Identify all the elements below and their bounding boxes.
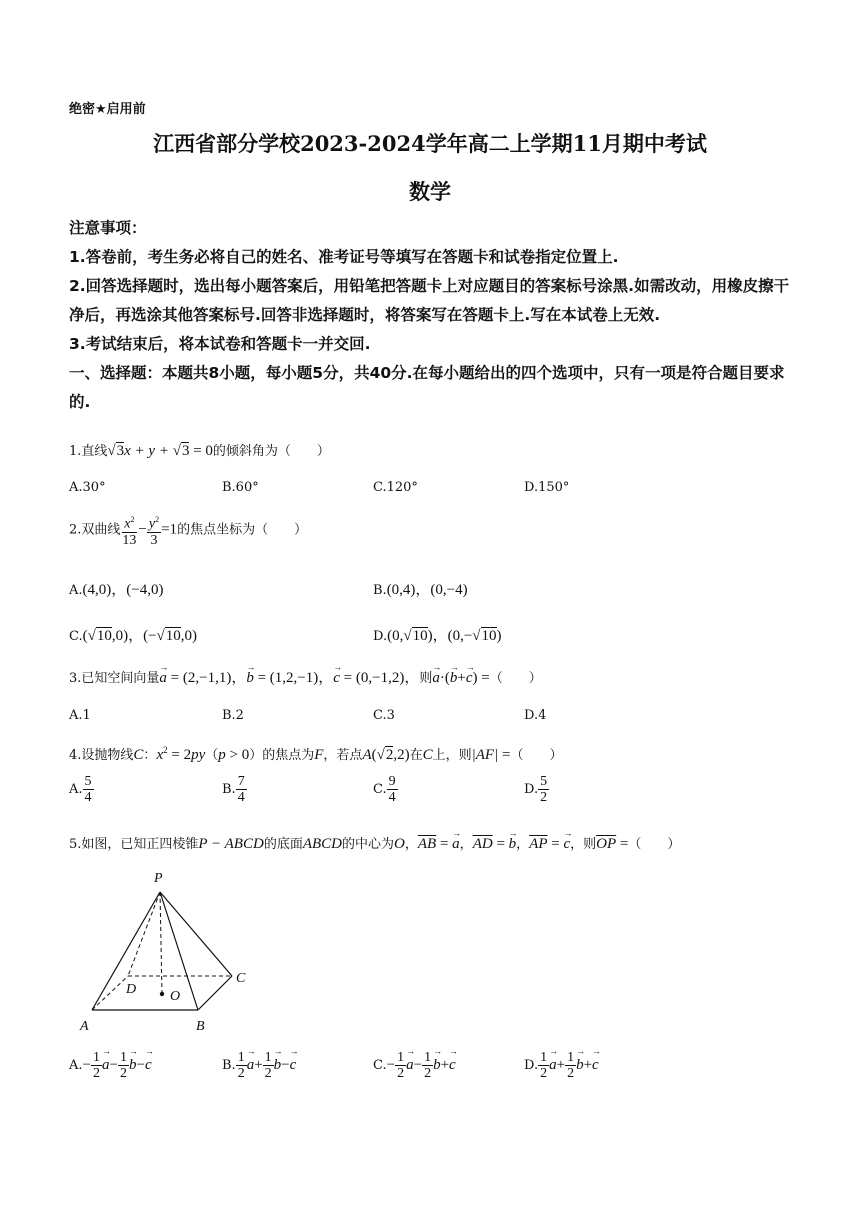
q1-option-d: D.150° bbox=[524, 480, 570, 495]
confidential-mark: 绝密★启用前 bbox=[69, 102, 146, 117]
q1-option-b: B.60° bbox=[222, 480, 259, 495]
label-d: D bbox=[126, 982, 137, 997]
question-4: 4.设抛物线C：$x^2 = 2py(p > 0)$的焦点为F，若点A(√2,2)在C上，则|AF| =（ ） bbox=[69, 745, 563, 763]
q1-equation: √3x + y + √3 = 0 bbox=[107, 443, 213, 459]
q2-option-d: D.(0,√10)，(0,−√10) bbox=[373, 628, 502, 644]
question-3: 3.已知空间向量→ a = (2,−1,1)，→ b = (1,2,−1)，→ c = (0,−1,2)，则→ a·(→ b+→ c) =（ ） bbox=[69, 668, 542, 689]
pyramid-figure bbox=[70, 862, 260, 1040]
edge-ad bbox=[92, 976, 128, 1010]
q4-option-d: D. $\frac{5}{2}$ bbox=[524, 774, 548, 805]
question-2: 2.双曲线 $\frac{x^2}{13}$ − $\frac{y^2}{3}$ =1的焦点坐标为（ ） bbox=[69, 512, 307, 548]
section-1-heading: 一、选择题：本题共8小题，每小题5分，共40分.在每小题给出的四个选项中，只有一项是符合题目要求的. bbox=[69, 364, 785, 411]
q2-option-a: A.(4,0)，(−4,0) bbox=[69, 582, 164, 598]
q4-option-a: A. $\frac{5}{4}$ bbox=[69, 774, 92, 805]
center-point bbox=[160, 992, 164, 996]
q4-option-b: B. $\frac{7}{4}$ bbox=[222, 774, 245, 805]
edge-pc bbox=[160, 892, 232, 976]
q5-option-b: B. $\frac{1}{2}$ → a+ $\frac{1}{2}$ → b−→ c bbox=[222, 1050, 296, 1081]
q5-option-a: A.− $\frac{1}{2}$ → a− $\frac{1}{2}$ → b−→ c bbox=[69, 1050, 152, 1081]
notes-item-3: 3.考试结束后，将本试卷和答题卡一并交回. bbox=[69, 335, 371, 353]
notes-heading: 注意事项： bbox=[69, 219, 147, 237]
q2-option-b: B.(0,4)，(0,−4) bbox=[373, 582, 468, 598]
q2-option-c: C.(√10,0)，(−√10,0) bbox=[69, 628, 198, 644]
subject-title: 数学 bbox=[409, 179, 451, 204]
label-b: B bbox=[196, 1019, 205, 1034]
question-5: 5.如图，已知正四棱锥P − ABCD的底面ABCD的中心为O，$\overline{AB}$ = → a，$\overline{AD}$ = → b，$\overline{AP}$ = → c，则$\overline{OP}$ =（ ） bbox=[69, 834, 799, 855]
q3-option-c: C.3 bbox=[373, 708, 395, 723]
label-c: C bbox=[236, 971, 246, 986]
instructions bbox=[69, 214, 794, 417]
q1-option-a: A.30° bbox=[69, 480, 106, 495]
q5-option-d: D. $\frac{1}{2}$ → a+ $\frac{1}{2}$ → b+→ c bbox=[524, 1050, 599, 1081]
q3-option-a: A.1 bbox=[69, 708, 91, 723]
label-p: P bbox=[154, 871, 163, 886]
q5-option-c: C.− $\frac{1}{2}$ → a− $\frac{1}{2}$ → b+→ c bbox=[373, 1050, 456, 1081]
edge-pd bbox=[128, 892, 160, 976]
notes-item-2: 2.回答选择题时，选出每小题答案后，用铅笔把答题卡上对应题目的答案标号涂黑.如需改动，用橡皮擦干净后，再选涂其他答案标号.回答非选择题时，将答案写在答题卡上.写在本试卷上无效. bbox=[69, 277, 790, 324]
notes-item-1: 1.答卷前，考生务必将自己的姓名、准考证号等填写在答题卡和试卷指定位置上. bbox=[69, 248, 619, 266]
edge-po bbox=[160, 892, 162, 994]
label-a: A bbox=[80, 1019, 89, 1034]
question-1: 1.直线√3x + y + √3 = 0的倾斜角为（ ） bbox=[69, 443, 330, 459]
exam-title: 江西省部分学校2023-2024学年高二上学期11月期中考试 bbox=[153, 131, 707, 156]
q3-option-d: D.4 bbox=[524, 708, 547, 723]
q1-option-c: C.120° bbox=[373, 480, 418, 495]
q4-option-c: C. $\frac{9}{4}$ bbox=[373, 774, 396, 805]
edge-bc bbox=[198, 976, 232, 1010]
q3-option-b: B.2 bbox=[222, 708, 244, 723]
label-o: O bbox=[170, 989, 181, 1004]
